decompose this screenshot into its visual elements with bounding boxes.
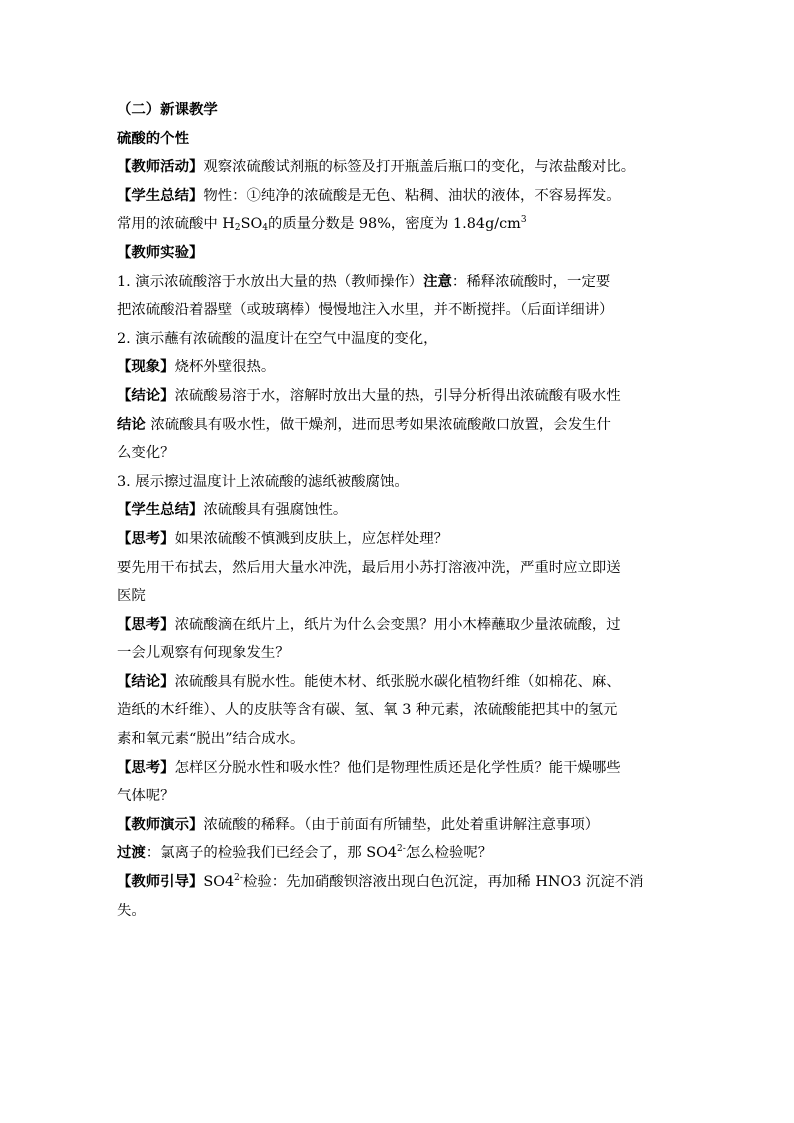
label-teacher-activity: 【教师活动】 bbox=[117, 158, 204, 176]
phenomenon-paragraph: 【现象】烧杯外壁很热。 bbox=[117, 358, 276, 376]
experiment-3-line: 3. 展示擦过温度计上浓硫酸的滤纸被酸腐蚀。 bbox=[117, 473, 409, 490]
label-thinking: 【思考】 bbox=[117, 529, 175, 547]
label-conclusion-inline: 结论 bbox=[117, 415, 146, 433]
conclusion-paragraph-3-cont: 造纸的木纤维）、人的皮肤等含有碳、氢、氧 3 种元素，浓硫酸能把其中的氢元 bbox=[117, 702, 618, 719]
conclusion-paragraph-3-cont-2: 素和氧元素“脱出”结合成水。 bbox=[117, 731, 305, 748]
experiment-1-line: 1. 演示浓硫酸溶于水放出大量的热（教师操作）注意：稀释浓硫酸时，一定要 bbox=[117, 272, 611, 290]
label-student-summary: 【学生总结】 bbox=[117, 186, 204, 204]
student-summary-paragraph-2: 【学生总结】浓硫酸具有强腐蚀性。 bbox=[117, 501, 348, 519]
conclusion-paragraph-3: 【结论】浓硫酸具有脱水性。能使木材、纸张脱水碳化植物纤维（如棉花、麻、 bbox=[117, 672, 621, 690]
conclusion-paragraph-2-cont: 么变化？ bbox=[117, 445, 175, 462]
document-page bbox=[117, 96, 683, 925]
thinking-paragraph-2-cont: 一会儿观察有何现象发生？ bbox=[117, 645, 290, 662]
topic-title: 硫酸的个性 bbox=[117, 129, 189, 147]
note-label: 注意 bbox=[423, 272, 452, 290]
label-phenomenon: 【现象】 bbox=[117, 358, 175, 376]
label-student-summary-2: 【学生总结】 bbox=[117, 501, 204, 519]
label-teacher-demo: 【教师演示】 bbox=[117, 815, 204, 833]
thinking-paragraph-2: 【思考】浓硫酸滴在纸片上，纸片为什么会变黑？用小木棒蘸取少量浓硫酸，过 bbox=[117, 615, 621, 633]
student-summary-paragraph: 【学生总结】物性：①纯净的浓硫酸是无色、粘稠、油状的液体，不容易挥发。 bbox=[117, 186, 621, 204]
concentration-line: 常用的浓硫酸中 $H_2SO_4$的质量分数是 98%，密度为 $1.84g/cm^3$ bbox=[117, 215, 527, 234]
thinking-paragraph-3-cont: 气体呢？ bbox=[117, 788, 175, 805]
conclusion-paragraph-1: 【结论】浓硫酸易溶于水，溶解时放出大量的热，引导分析得出浓硫酸有吸水性 bbox=[117, 386, 621, 404]
label-teacher-experiment: 【教师实验】 bbox=[117, 243, 204, 261]
label-transition: 过渡 bbox=[117, 844, 146, 862]
answer-paragraph: 要先用干布拭去，然后用大量水冲洗，最后用小苏打溶液冲洗，严重时应立即送 bbox=[117, 559, 621, 576]
experiment-2-line: 2. 演示蘸有浓硫酸的温度计在空气中温度的变化， bbox=[117, 330, 438, 347]
teacher-activity-paragraph: 【教师活动】观察浓硫酸试剂瓶的标签及打开瓶盖后瓶口的变化，与浓盐酸对比。 bbox=[117, 158, 636, 176]
label-conclusion-3: 【结论】 bbox=[117, 672, 175, 690]
thinking-paragraph-1: 【思考】如果浓硫酸不慎溅到皮肤上，应怎样处理？ bbox=[117, 529, 449, 547]
conclusion-paragraph-2: 结论 浓硫酸具有吸水性，做干燥剂，进而思考如果浓硫酸敞口放置，会发生什 bbox=[117, 415, 611, 433]
teacher-guide-paragraph: 【教师引导】$SO4^{2-}$检验：先加硝酸钡溶液出现白色沉淀，再加稀 HNO3 沉淀不消 bbox=[117, 873, 644, 891]
experiment-1-line-2: 把浓硫酸沿着器壁（或玻璃棒）慢慢地注入水里，并不断搅拌。（后面详细讲） bbox=[117, 302, 614, 319]
transition-paragraph: 过渡：氯离子的检验我们已经会了，那 $SO4^{2-}$怎么检验呢？ bbox=[117, 844, 493, 862]
answer-paragraph-cont: 医院 bbox=[117, 588, 146, 605]
thinking-paragraph-3: 【思考】怎样区分脱水性和吸水性？他们是物理性质还是化学性质？能干燥哪些 bbox=[117, 758, 621, 776]
label-thinking-2: 【思考】 bbox=[117, 615, 175, 633]
label-thinking-3: 【思考】 bbox=[117, 758, 175, 776]
teacher-demo-paragraph: 【教师演示】浓硫酸的稀释。（由于前面有所铺垫，此处着重讲解注意事项） bbox=[117, 815, 600, 833]
label-conclusion: 【结论】 bbox=[117, 386, 175, 404]
teacher-guide-paragraph-cont: 失。 bbox=[117, 902, 146, 919]
label-teacher-guide: 【教师引导】 bbox=[117, 873, 204, 891]
section-heading: （二）新课教学 bbox=[117, 101, 218, 118]
